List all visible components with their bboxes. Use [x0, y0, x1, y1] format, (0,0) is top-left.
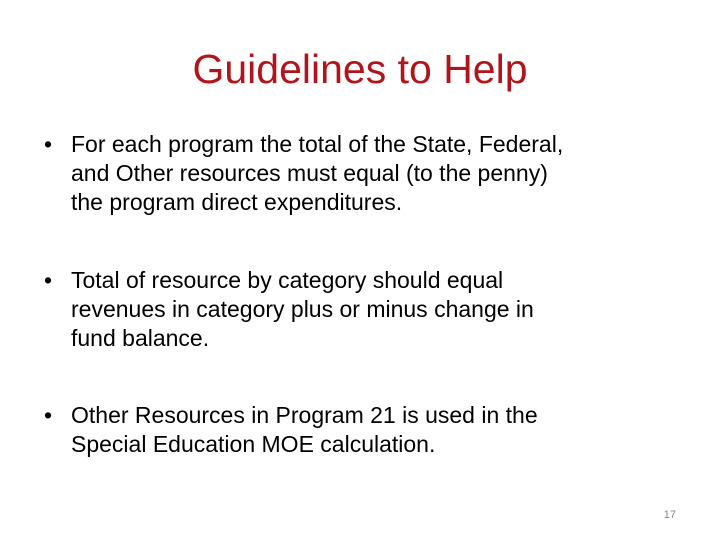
- bullet-marker: •: [44, 131, 53, 157]
- slide-title: Guidelines to Help: [192, 46, 528, 92]
- bullet-marker: •: [44, 267, 53, 293]
- page-number: 17: [663, 509, 676, 521]
- bullet-item: [44, 401, 684, 459]
- bullet-item: [44, 130, 684, 217]
- bullet-marker: •: [44, 402, 53, 428]
- bullet-item: [44, 266, 684, 353]
- bullet-text: Total of resource by category should equal revenues in category plus or minus change in fund balance.: [71, 267, 534, 351]
- bullet-text: For each program the total of the State, Federal, and Other resources must equal (to the penny) the program direct expenditures.: [71, 131, 564, 215]
- bullet-text: Other Resources in Program 21 is used in the Special Education MOE calculation.: [71, 402, 538, 457]
